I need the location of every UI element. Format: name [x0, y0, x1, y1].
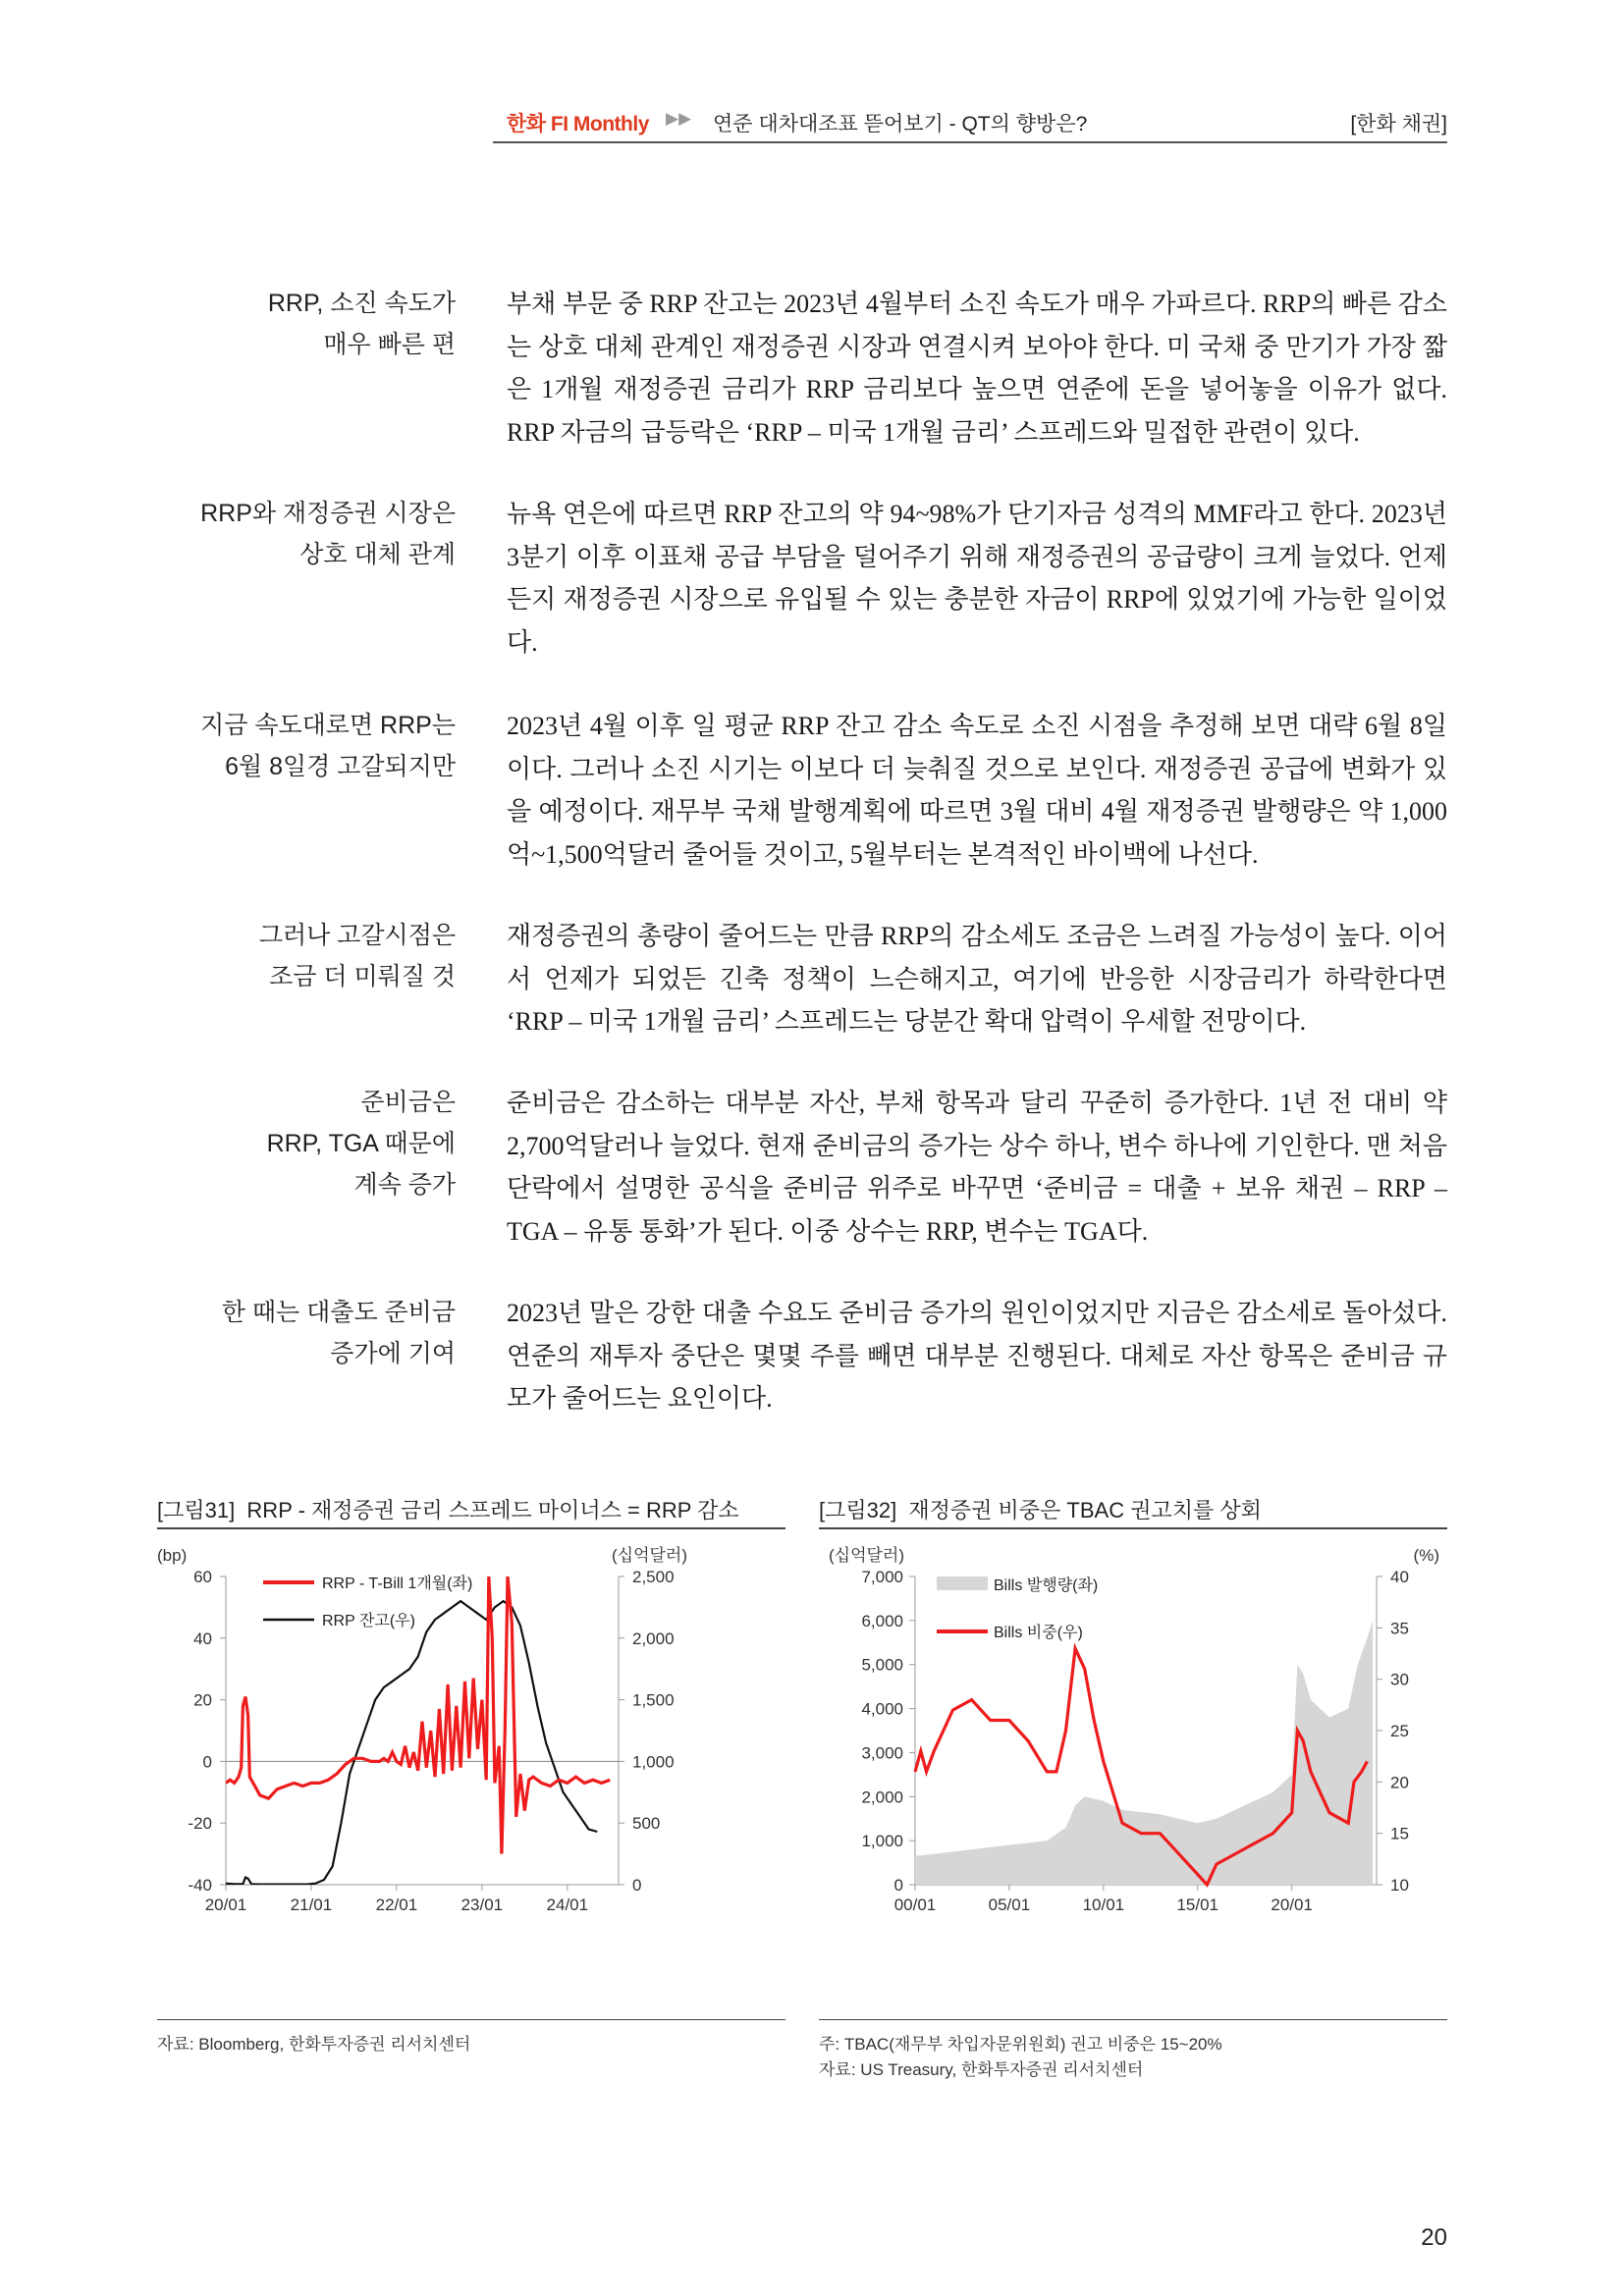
- figure-32-chart: [819, 1541, 1447, 2012]
- right-tick-label: 10: [1390, 1876, 1409, 1895]
- paragraph-body: 뉴욕 연은에 따르면 RRP 잔고의 약 94~98%가 단기자금 성격의 MMF라고 한다. 2023년 3분기 이후 이표채 공급 부담을 덜어주기 위해 재정증권의 공급량이 크게 늘었다. 언제든지 재정증권 시장으로 유입될 수 있는 충분한 자금이 RRP에 있었기에 가능한 일이었다.: [507, 500, 1447, 657]
- right-tick-label: 2,500: [632, 1568, 675, 1586]
- paragraph-body: 준비금은 감소하는 대부분 자산, 부채 항목과 달리 꾸준히 증가한다. 1년 전 대비 약 2,700억달러나 늘었다. 현재 준비금의 증가는 상수 하나, 변수 하나에 기인한다. 맨 처음 단락에서 설명한 공식을 준비금 위주로 바꾸면 ‘준비금 = 대출 + 보유 채권 – RRP – TGA – 유통 통화’가 된다. 이중 상수는 RRP, 변수는 TGA다.: [507, 1089, 1447, 1246]
- left-axis-unit: (bp): [157, 1546, 188, 1565]
- series-area-bills: [915, 1621, 1373, 1885]
- left-tick-label: 5,000: [861, 1655, 903, 1675]
- left-tick-label: 0: [202, 1752, 212, 1772]
- right-tick-label: 500: [632, 1814, 661, 1834]
- legend-label-spread: RRP - T-Bill 1개월(좌): [322, 1575, 473, 1592]
- figure-31-bottom-rule: [157, 2019, 785, 2020]
- figure-32-source: 자료: US Treasury, 한화투자증권 리서치센터: [819, 2060, 1144, 2079]
- header-title: 연준 대차대조표 뜯어보기 - QT의 향방은?: [713, 113, 1088, 135]
- figure-31-rule: [157, 1527, 785, 1529]
- x-tick-label: 20/01: [204, 1896, 247, 1914]
- page-number: 20: [1421, 2224, 1447, 2251]
- right-tick-label: 1,500: [632, 1690, 675, 1710]
- x-tick-label: 24/01: [546, 1896, 589, 1914]
- paragraph-label: 지금 속도대로면 RRP는 6월 8일경 고갈되지만: [200, 712, 456, 780]
- series-line-rrp-balance: [226, 1601, 597, 1885]
- x-tick-label: 05/01: [988, 1896, 1031, 1914]
- x-tick-label: 00/01: [893, 1896, 937, 1914]
- x-tick-label: 21/01: [290, 1896, 333, 1914]
- figure-32-bottom-rule: [819, 2019, 1447, 2020]
- right-tick-label: 0: [632, 1876, 642, 1895]
- left-tick-label: 3,000: [861, 1743, 903, 1763]
- paragraph-label: 그러나 고갈시점은 조금 더 미뤄질 것: [258, 922, 456, 990]
- paragraph-label: 준비금은 RRP, TGA 때문에 계속 증가: [266, 1089, 456, 1199]
- left-tick-label: -40: [188, 1876, 212, 1895]
- right-tick-label: 15: [1390, 1824, 1409, 1843]
- left-tick-label: 1,000: [861, 1832, 903, 1851]
- legend-label-share: Bills 비중(우): [994, 1625, 1083, 1641]
- paragraph-body: 부채 부문 중 RRP 잔고는 2023년 4월부터 소진 속도가 매우 가파르다. RRP의 빠른 감소는 상호 대체 관계인 재정증권 시장과 연결시켜 보아야 한다. 미 국채 중 만기가 가장 짧은 1개월 재정증권 금리가 RRP 금리보다 높으면 연준에 돈을 넣어놓을 이유가 없다. RRP 자금의 급등락은 ‘RRP – 미국 1개월 금리’ 스프레드와 밀접한 관련이 있다.: [507, 290, 1447, 447]
- right-tick-label: 1,000: [632, 1752, 675, 1772]
- left-axis-unit: (십억달러): [829, 1546, 905, 1565]
- header-brand: 한화 FI Monthly: [507, 113, 649, 135]
- x-tick-label: 15/01: [1176, 1896, 1219, 1914]
- right-axis-unit: (%): [1413, 1546, 1439, 1565]
- series-line-spread: [226, 1576, 610, 1854]
- right-tick-label: 35: [1390, 1619, 1409, 1638]
- left-tick-label: 20: [193, 1690, 212, 1710]
- header-section: [한화 채권]: [1350, 113, 1447, 135]
- left-tick-label: 40: [193, 1629, 212, 1648]
- header-arrows-icon: ▶▶: [666, 109, 692, 128]
- page-header: [493, 102, 1447, 143]
- right-tick-label: 30: [1390, 1670, 1409, 1689]
- figure-32-rule: [819, 1527, 1447, 1529]
- figure-32-title: [그림32] 재정증권 비중은 TBAC 권고치를 상회: [819, 1498, 1262, 1522]
- paragraph-label: RRP와 재정증권 시장은 상호 대체 관계: [200, 500, 456, 568]
- paragraph-body: 2023년 말은 강한 대출 수요도 준비금 증가의 원인이었지만 지금은 감소세로 돌아섰다. 연준의 재투자 중단은 몇몇 주를 빼면 대부분 진행된다. 대체로 자산 항목은 준비금 규모가 줄어드는 요인이다.: [507, 1299, 1447, 1413]
- left-tick-label: 60: [193, 1568, 212, 1586]
- right-tick-label: 25: [1390, 1722, 1409, 1740]
- legend-swatch-bills: [937, 1576, 988, 1590]
- right-axis-unit: (십억달러): [611, 1546, 687, 1565]
- right-tick-label: 40: [1390, 1568, 1409, 1586]
- legend-label-rrp: RRP 잔고(우): [322, 1613, 415, 1629]
- figure-31-source: 자료: Bloomberg, 한화투자증권 리서치센터: [157, 2035, 471, 2054]
- left-tick-label: 2,000: [861, 1788, 903, 1807]
- left-tick-label: 4,000: [861, 1699, 903, 1719]
- x-tick-label: 23/01: [460, 1896, 504, 1914]
- paragraph-body: 2023년 4월 이후 일 평균 RRP 잔고 감소 속도로 소진 시점을 추정해 보면 대략 6월 8일이다. 그러나 소진 시기는 이보다 더 늦춰질 것으로 보인다. 재정증권 공급에 변화가 있을 예정이다. 재무부 국채 발행계획에 따르면 3월 대비 4월 재정증권 발행량은 약 1,000억~1,500억달러 줄어들 것이고, 5월부터는 본격적인 바이백에 나선다.: [507, 712, 1447, 869]
- x-tick-label: 22/01: [375, 1896, 418, 1914]
- left-tick-label: 7,000: [861, 1568, 903, 1586]
- figure-32-note: 주: TBAC(재무부 차입자문위원회) 권고 비중은 15~20%: [819, 2035, 1222, 2054]
- left-tick-label: 0: [893, 1876, 903, 1895]
- figure-31-title: [그림31] RRP - 재정증권 금리 스프레드 마이너스 = RRP 감소: [157, 1498, 739, 1522]
- paragraph-body: 재정증권의 총량이 줄어드는 만큼 RRP의 감소세도 조금은 느려질 가능성이 높다. 이어서 언제가 되었든 긴축 정책이 느슨해지고, 여기에 반응한 시장금리가 하락한다면 ‘RRP – 미국 1개월 금리’ 스프레드는 당분간 확대 압력이 우세할 전망이다.: [507, 922, 1447, 1036]
- right-tick-label: 2,000: [632, 1629, 675, 1648]
- figure-31-chart: [157, 1541, 785, 2012]
- paragraph-label: RRP, 소진 속도가 매우 빠른 편: [267, 290, 456, 358]
- right-tick-label: 20: [1390, 1773, 1409, 1792]
- left-tick-label: -20: [188, 1814, 212, 1834]
- x-tick-label: 10/01: [1082, 1896, 1125, 1914]
- left-tick-label: 6,000: [861, 1611, 903, 1630]
- x-tick-label: 20/01: [1271, 1896, 1313, 1914]
- paragraph-label: 한 때는 대출도 준비금 증가에 기여: [221, 1299, 456, 1367]
- legend-label-bills: Bills 발행량(좌): [994, 1577, 1099, 1594]
